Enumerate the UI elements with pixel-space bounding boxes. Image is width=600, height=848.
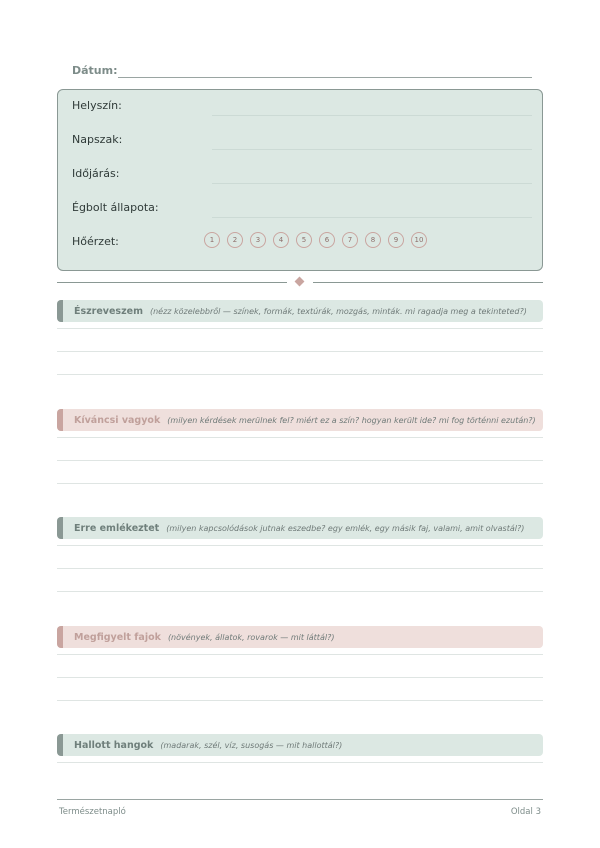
section-header bbox=[57, 626, 543, 648]
section-accent-bar bbox=[57, 517, 63, 539]
scale-option[interactable]: 5 bbox=[296, 232, 312, 248]
writing-line[interactable] bbox=[57, 591, 543, 592]
writing-line[interactable] bbox=[57, 328, 543, 329]
section-title: Erre emlékeztet bbox=[74, 522, 160, 534]
section-hint: (madarak, szél, víz, susogás — mit hallottál?) bbox=[160, 740, 343, 750]
writing-line[interactable] bbox=[57, 545, 543, 546]
scale-option[interactable]: 1 bbox=[204, 232, 220, 248]
date-field[interactable] bbox=[118, 77, 532, 78]
section-observations bbox=[57, 300, 543, 322]
writing-line[interactable] bbox=[57, 677, 543, 678]
location-field[interactable] bbox=[212, 115, 532, 116]
writing-line[interactable] bbox=[57, 762, 543, 763]
footer-rule bbox=[57, 799, 543, 800]
writing-line[interactable] bbox=[57, 568, 543, 569]
section-title: Megfigyelt fajok bbox=[74, 631, 161, 643]
section-hint: (milyen kérdések merülnek fel? miért ez a szín? hogyan került ide? mi fog történni ezután?) bbox=[167, 415, 536, 425]
section-accent-bar bbox=[57, 300, 63, 322]
divider-line-left bbox=[57, 282, 287, 283]
section-accent-bar bbox=[57, 626, 63, 648]
section-title: Észreveszem bbox=[74, 305, 143, 317]
location-label: Helyszín: bbox=[72, 99, 122, 112]
section-hint: (nézz közelebbről — színek, formák, textúrák, mozgás, minták. mi ragadja meg a tekinteted?) bbox=[149, 306, 527, 316]
scale-option[interactable]: 9 bbox=[388, 232, 404, 248]
weather-row bbox=[72, 164, 532, 184]
section-header bbox=[57, 409, 543, 431]
sky-field[interactable] bbox=[212, 217, 532, 218]
time-of-day-label: Napszak: bbox=[72, 133, 123, 146]
sky-label: Égbolt állapota: bbox=[72, 201, 159, 214]
section-divider bbox=[57, 277, 543, 289]
writing-line[interactable] bbox=[57, 460, 543, 461]
info-box bbox=[57, 89, 543, 271]
writing-line[interactable] bbox=[57, 483, 543, 484]
scale-option[interactable]: 3 bbox=[250, 232, 266, 248]
section-header bbox=[57, 734, 543, 756]
scale-option[interactable]: 8 bbox=[365, 232, 381, 248]
date-row bbox=[72, 62, 532, 82]
temperature-label: Hőérzet: bbox=[72, 235, 119, 248]
section-accent-bar bbox=[57, 409, 63, 431]
scale-option[interactable]: 6 bbox=[319, 232, 335, 248]
page-number: Oldal 3 bbox=[510, 807, 541, 817]
scale-option[interactable]: 7 bbox=[342, 232, 358, 248]
time-of-day-field[interactable] bbox=[212, 149, 532, 150]
temperature-row bbox=[72, 232, 532, 252]
section-header bbox=[57, 300, 543, 322]
scale-option[interactable]: 10 bbox=[411, 232, 427, 248]
time-of-day-row bbox=[72, 130, 532, 150]
writing-line[interactable] bbox=[57, 700, 543, 701]
section-reminds-me bbox=[57, 517, 543, 539]
weather-field[interactable] bbox=[212, 183, 532, 184]
writing-line[interactable] bbox=[57, 654, 543, 655]
temperature-scale bbox=[204, 232, 434, 248]
location-row bbox=[72, 96, 532, 116]
section-hint: (növények, állatok, rovarok — mit láttál?) bbox=[167, 632, 335, 642]
section-hint: (milyen kapcsolódások jutnak eszedbe? egy emlék, egy másik faj, valami, amit olvastál?) bbox=[166, 523, 525, 533]
section-species bbox=[57, 626, 543, 648]
section-accent-bar bbox=[57, 734, 63, 756]
diamond-icon bbox=[295, 277, 305, 287]
weather-label: Időjárás: bbox=[72, 167, 120, 180]
footer-title: Természetnapló bbox=[59, 807, 126, 817]
writing-line[interactable] bbox=[57, 351, 543, 352]
divider-line-right bbox=[313, 282, 543, 283]
scale-option[interactable]: 4 bbox=[273, 232, 289, 248]
section-sounds bbox=[57, 734, 543, 756]
section-title: Kíváncsi vagyok bbox=[74, 414, 161, 426]
section-title: Hallott hangok bbox=[74, 739, 154, 751]
sky-row bbox=[72, 198, 532, 218]
scale-option[interactable]: 2 bbox=[227, 232, 243, 248]
section-header bbox=[57, 517, 543, 539]
writing-line[interactable] bbox=[57, 374, 543, 375]
section-wonder bbox=[57, 409, 543, 431]
writing-line[interactable] bbox=[57, 437, 543, 438]
date-label: Dátum: bbox=[72, 64, 118, 77]
